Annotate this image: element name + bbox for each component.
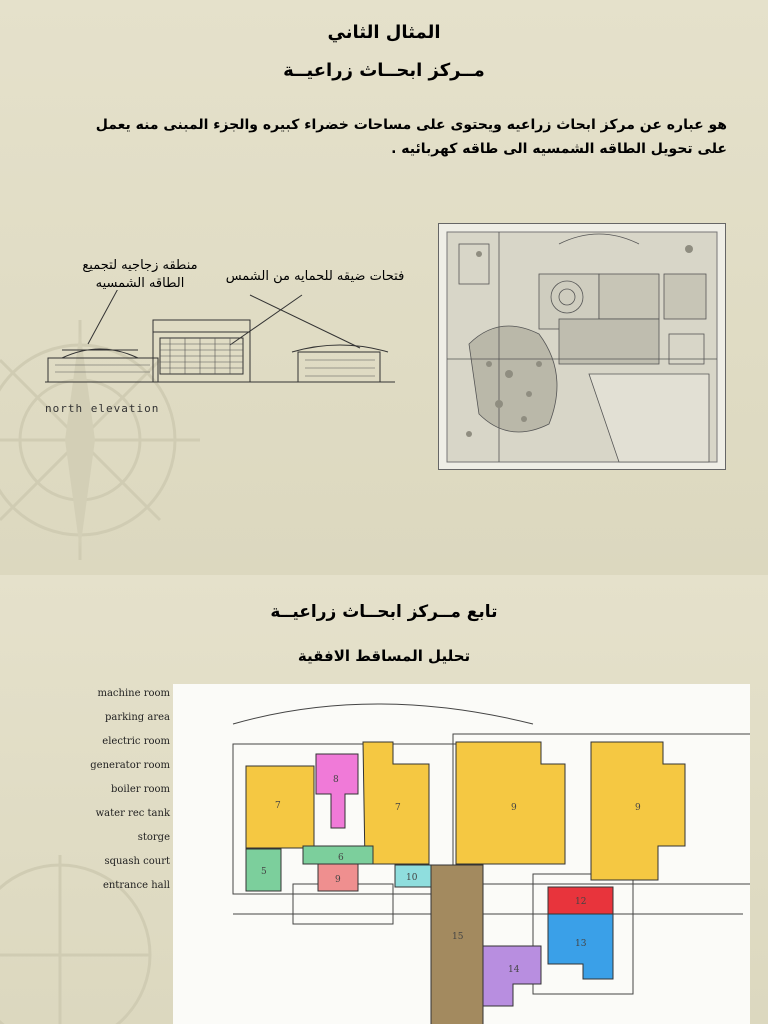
- elevation-caption: north elevation: [45, 402, 160, 415]
- greenhouse-label-line-1: منطقه زجاجيه لتجميع: [82, 258, 198, 273]
- room-number: 7: [395, 803, 401, 813]
- slide-2: [0, 575, 768, 1024]
- legend-label: squash court: [104, 856, 170, 867]
- slide2-subtitle: تحليل المساقط الافقية: [297, 647, 471, 665]
- room-number: 8: [333, 775, 339, 785]
- room-number: 6: [338, 853, 344, 863]
- room-number: 9: [511, 803, 517, 813]
- room-number: 12: [575, 897, 587, 907]
- greenhouse-label-line-2: الطاقه الشمسيه: [95, 276, 185, 291]
- room-number: 7: [275, 801, 281, 811]
- slide2-title: تابع مــركز ابحــاث زراعيــة: [270, 602, 498, 622]
- site-plan-image: [438, 223, 726, 470]
- legend-label: parking area: [104, 712, 170, 723]
- description-line-2: على تحويل الطاقه الشمسيه الى طاقه كهربائيه .: [391, 141, 727, 157]
- room-number: 9: [635, 803, 641, 813]
- room-number: 15: [452, 932, 464, 942]
- room-number: 9: [335, 875, 341, 885]
- slide1-title: المثال الثاني: [327, 22, 441, 43]
- room-number: 10: [406, 873, 418, 883]
- legend-label: generator room: [90, 760, 170, 771]
- legend-label: electric room: [102, 736, 170, 747]
- legend-label: entrance hall: [102, 880, 170, 891]
- room-number: 13: [575, 939, 587, 949]
- floor-plan-image: [173, 684, 750, 1024]
- room-number: 14: [508, 965, 520, 975]
- north-elevation-drawing: [40, 290, 400, 410]
- legend-label: boiler room: [111, 784, 170, 795]
- legend-label: machine room: [97, 688, 170, 699]
- slide1-subtitle: مــركز ابحــاث زراعيــة: [283, 60, 485, 81]
- openings-label: فتحات ضيقه للحمايه من الشمس: [225, 269, 405, 284]
- legend-label: water rec tank: [95, 808, 170, 819]
- description-line-1: هو عباره عن مركز ابحاث زراعيه ويحتوى على مساحات خضراء كبيره والجزء المبنى منه يعمل: [95, 117, 727, 133]
- room-number: 5: [261, 867, 267, 877]
- legend-label: storge: [137, 832, 170, 843]
